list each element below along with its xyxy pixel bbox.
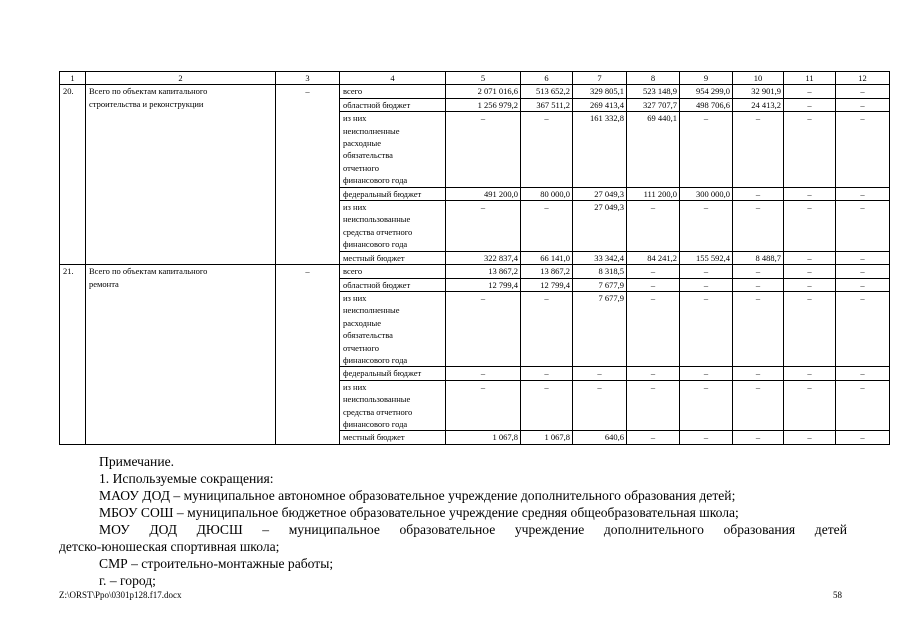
col-number: 8: [627, 72, 680, 85]
amount-cell: –: [733, 187, 784, 200]
funding-source-label: [340, 112, 446, 187]
table-row: [60, 85, 890, 98]
amount-cell: –: [446, 291, 521, 366]
amount-cell: –: [627, 380, 680, 431]
amount-cell: 161 332,8: [573, 112, 627, 187]
amount-cell: 523 148,9: [627, 85, 680, 98]
col-number: 1: [60, 72, 86, 85]
amount-cell: –: [521, 367, 573, 380]
amount-cell: 8 488,7: [733, 251, 784, 264]
amount-cell: –: [784, 98, 836, 111]
funding-source-label-line: неиспользованные: [343, 394, 411, 405]
amount-cell: –: [784, 278, 836, 291]
amount-cell: 12 799,4: [521, 278, 573, 291]
amount-cell: –: [627, 265, 680, 278]
amount-cell: –: [836, 201, 890, 252]
funding-source-label: местный бюджет: [340, 251, 446, 264]
amount-cell: –: [836, 265, 890, 278]
amount-cell: 1 256 979,2: [446, 98, 521, 111]
object-name-line: строительства и реконструкции: [89, 98, 204, 109]
amount-cell: –: [836, 112, 890, 187]
amount-cell: –: [784, 112, 836, 187]
funding-source-label: [340, 201, 446, 252]
col-number: 10: [733, 72, 784, 85]
funding-source-label-line: неисполненные: [343, 305, 400, 316]
col3-value: –: [276, 265, 340, 445]
amount-cell: –: [784, 367, 836, 380]
amount-cell: –: [733, 291, 784, 366]
funding-source-label: всего: [340, 265, 446, 278]
funding-source-label-line: расходные: [343, 317, 381, 328]
abbr-smr: СМР – строительно-монтажные работы;: [99, 556, 334, 571]
budget-table: [59, 71, 890, 445]
funding-source-label-line: отчетного: [343, 342, 379, 353]
amount-cell: –: [836, 85, 890, 98]
amount-cell: 12 799,4: [446, 278, 521, 291]
table-body: [60, 72, 890, 445]
amount-cell: –: [836, 380, 890, 431]
funding-source-label-line: финансового года: [343, 354, 408, 365]
amount-cell: 13 867,2: [521, 265, 573, 278]
funding-source-label-line: из них: [343, 381, 367, 392]
amount-cell: –: [680, 265, 733, 278]
object-name: [86, 265, 276, 445]
amount-cell: –: [627, 291, 680, 366]
amount-cell: 80 000,0: [521, 187, 573, 200]
funding-source-label: областной бюджет: [340, 98, 446, 111]
col-number: 11: [784, 72, 836, 85]
amount-cell: 327 707,7: [627, 98, 680, 111]
amount-cell: –: [627, 367, 680, 380]
amount-cell: –: [836, 187, 890, 200]
column-number-row: [60, 72, 890, 85]
amount-cell: 33 342,4: [573, 251, 627, 264]
amount-cell: –: [680, 291, 733, 366]
amount-cell: –: [836, 251, 890, 264]
table-row: [60, 265, 890, 278]
amount-cell: –: [446, 380, 521, 431]
amount-cell: 24 413,2: [733, 98, 784, 111]
amount-cell: –: [627, 431, 680, 444]
amount-cell: –: [784, 201, 836, 252]
funding-source-label-line: средства отчетного: [343, 226, 413, 237]
amount-cell: –: [521, 291, 573, 366]
amount-cell: –: [784, 380, 836, 431]
amount-cell: –: [680, 201, 733, 252]
funding-source-label-line: отчетного: [343, 162, 379, 173]
amount-cell: –: [627, 278, 680, 291]
amount-cell: –: [836, 278, 890, 291]
funding-source-label-line: неиспользованные: [343, 214, 411, 225]
amount-cell: –: [836, 291, 890, 366]
amount-cell: –: [784, 85, 836, 98]
col-number: 6: [521, 72, 573, 85]
amount-cell: 7 677,9: [573, 278, 627, 291]
note-item-1: 1. Используемые сокращения:: [99, 471, 274, 486]
funding-source-label: федеральный бюджет: [340, 367, 446, 380]
funding-source-label-line: финансового года: [343, 239, 408, 250]
amount-cell: –: [733, 112, 784, 187]
abbr-mou-line2: детско-юношеская спортивная школа;: [59, 539, 280, 554]
amount-cell: –: [733, 265, 784, 278]
abbr-g: г. – город;: [99, 573, 156, 588]
amount-cell: –: [733, 367, 784, 380]
abbr-mou-line1: МОУ ДОД ДЮСШ – муниципальное образовательное учреждение дополнительного образования детей: [99, 522, 847, 537]
object-name-line: Всего по объектам капитального: [89, 266, 208, 277]
object-name-line: Всего по объектам капитального: [89, 86, 208, 97]
amount-cell: –: [733, 278, 784, 291]
amount-cell: 111 200,0: [627, 187, 680, 200]
amount-cell: 155 592,4: [680, 251, 733, 264]
amount-cell: 513 652,2: [521, 85, 573, 98]
amount-cell: –: [521, 201, 573, 252]
amount-cell: –: [733, 380, 784, 431]
funding-source-label-line: обязательства: [343, 150, 393, 161]
amount-cell: 491 200,0: [446, 187, 521, 200]
amount-cell: 7 677,9: [573, 291, 627, 366]
amount-cell: 954 299,0: [680, 85, 733, 98]
funding-source-label: федеральный бюджет: [340, 187, 446, 200]
object-name-line: ремонта: [89, 278, 119, 289]
abbr-maou: МАОУ ДОД – муниципальное автономное образовательное учреждение дополнительного образования детей;: [99, 488, 736, 503]
amount-cell: 8 318,5: [573, 265, 627, 278]
amount-cell: 640,6: [573, 431, 627, 444]
amount-cell: 13 867,2: [446, 265, 521, 278]
amount-cell: –: [784, 251, 836, 264]
col-number: 9: [680, 72, 733, 85]
funding-source-label-line: средства отчетного: [343, 406, 413, 417]
amount-cell: 269 413,4: [573, 98, 627, 111]
col-number: 3: [276, 72, 340, 85]
page-number: 58: [833, 590, 842, 600]
amount-cell: 2 071 016,6: [446, 85, 521, 98]
amount-cell: –: [627, 201, 680, 252]
amount-cell: –: [733, 201, 784, 252]
row-number: 20.: [60, 85, 86, 265]
note-title: Примечание.: [99, 454, 175, 469]
amount-cell: –: [521, 112, 573, 187]
amount-cell: –: [446, 367, 521, 380]
col-number: 12: [836, 72, 890, 85]
funding-source-label: областной бюджет: [340, 278, 446, 291]
funding-source-label-line: расходные: [343, 138, 381, 149]
amount-cell: 367 511,2: [521, 98, 573, 111]
funding-source-label: [340, 380, 446, 431]
amount-cell: –: [573, 380, 627, 431]
col-number: 2: [86, 72, 276, 85]
amount-cell: –: [446, 112, 521, 187]
amount-cell: –: [680, 278, 733, 291]
amount-cell: 66 141,0: [521, 251, 573, 264]
funding-source-label-line: из них: [343, 202, 367, 213]
funding-source-label-line: финансового года: [343, 418, 408, 429]
footer-file-path: Z:\ORST\Ppo\0301p128.f17.docx: [59, 590, 182, 600]
funding-source-label-line: неисполненные: [343, 125, 400, 136]
funding-source-label: [340, 291, 446, 366]
amount-cell: –: [446, 201, 521, 252]
amount-cell: 32 901,9: [733, 85, 784, 98]
amount-cell: –: [680, 112, 733, 187]
amount-cell: –: [836, 98, 890, 111]
amount-cell: –: [836, 431, 890, 444]
amount-cell: –: [784, 187, 836, 200]
amount-cell: 84 241,2: [627, 251, 680, 264]
col-number: 5: [446, 72, 521, 85]
funding-source-label-line: финансового года: [343, 175, 408, 186]
amount-cell: 329 805,1: [573, 85, 627, 98]
object-name: [86, 85, 276, 265]
amount-cell: –: [521, 380, 573, 431]
amount-cell: 69 440,1: [627, 112, 680, 187]
amount-cell: –: [573, 367, 627, 380]
funding-source-label-line: из них: [343, 113, 367, 124]
amount-cell: –: [680, 367, 733, 380]
amount-cell: 300 000,0: [680, 187, 733, 200]
amount-cell: –: [836, 367, 890, 380]
row-number: 21.: [60, 265, 86, 445]
amount-cell: –: [680, 431, 733, 444]
funding-source-label-line: из них: [343, 292, 367, 303]
amount-cell: 27 049,3: [573, 187, 627, 200]
abbr-mbou: МБОУ СОШ – муниципальное бюджетное образовательное учреждение средняя общеобразовательная школа;: [99, 505, 739, 520]
amount-cell: 27 049,3: [573, 201, 627, 252]
amount-cell: –: [680, 380, 733, 431]
amount-cell: –: [733, 431, 784, 444]
col-number: 7: [573, 72, 627, 85]
col3-value: –: [276, 85, 340, 265]
amount-cell: –: [784, 265, 836, 278]
col-number: 4: [340, 72, 446, 85]
funding-source-label-line: обязательства: [343, 330, 393, 341]
amount-cell: –: [784, 431, 836, 444]
amount-cell: –: [784, 291, 836, 366]
funding-source-label: местный бюджет: [340, 431, 446, 444]
amount-cell: 1 067,8: [521, 431, 573, 444]
amount-cell: 1 067,8: [446, 431, 521, 444]
funding-source-label: всего: [340, 85, 446, 98]
amount-cell: 498 706,6: [680, 98, 733, 111]
amount-cell: 322 837,4: [446, 251, 521, 264]
